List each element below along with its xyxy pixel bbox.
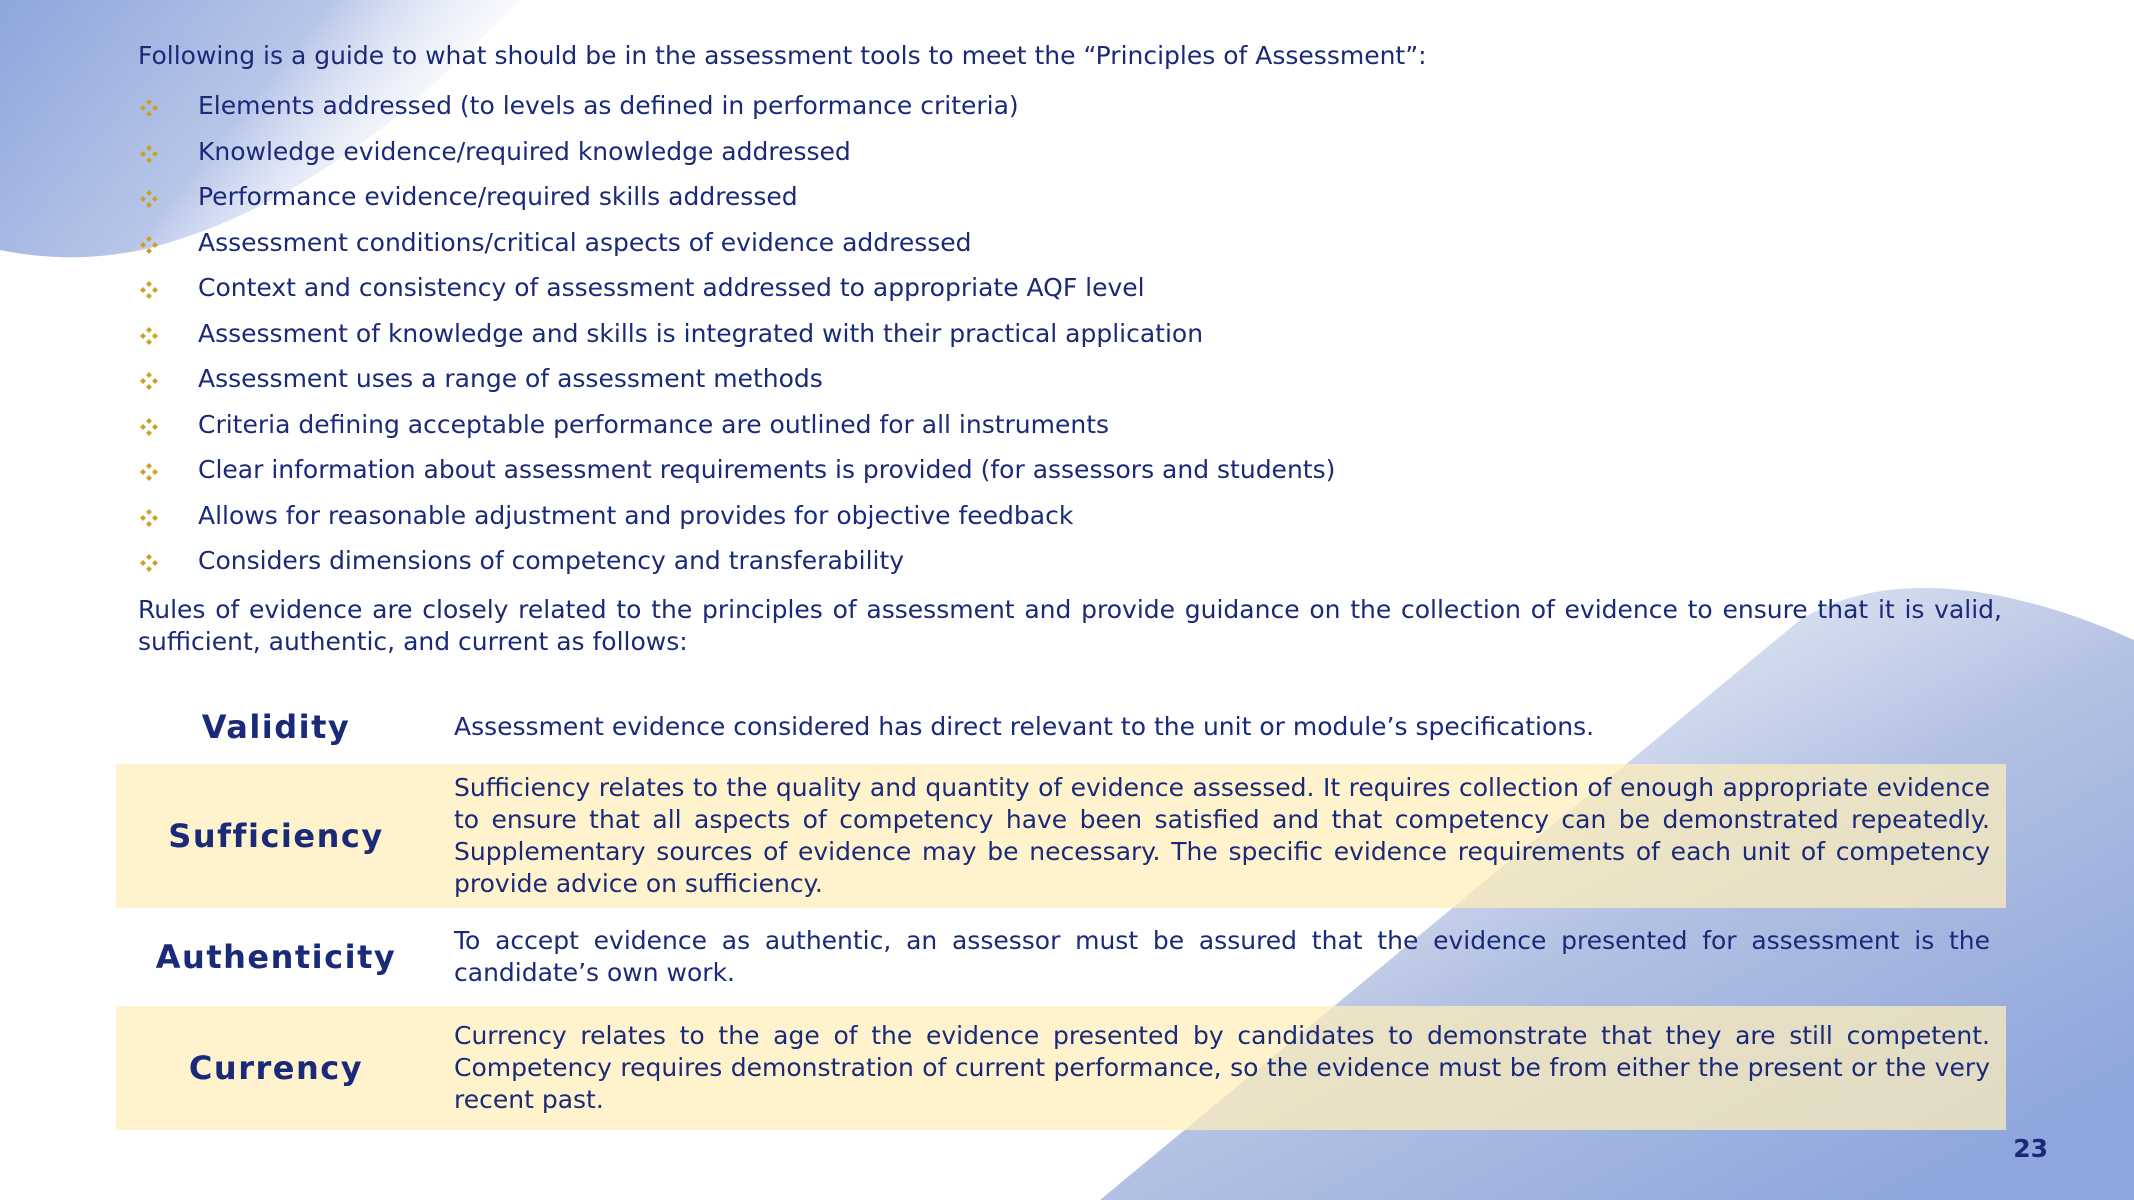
list-item-text: Knowledge evidence/required knowledge addressed — [198, 136, 851, 166]
list-item-text: Elements addressed (to levels as defined in performance criteria) — [198, 91, 1019, 120]
four-diamond-icon — [140, 372, 158, 390]
rule-term: Sufficiency — [168, 817, 384, 855]
list-item — [138, 316, 2008, 362]
list-item-text: Assessment of knowledge and skills is integrated with their practical application — [198, 318, 1204, 348]
list-item-text: Performance evidence/required skills addressed — [198, 182, 798, 211]
list-item — [138, 407, 2008, 453]
list-item — [138, 361, 2008, 407]
list-item — [138, 134, 2008, 180]
four-diamond-icon — [140, 554, 158, 572]
rule-row-authenticity — [116, 908, 2006, 1006]
list-item — [138, 452, 2008, 498]
list-item-text: Clear information about assessment requirements is provided (for assessors and students) — [198, 455, 1336, 484]
list-item-text: Criteria defining acceptable performance are outlined for all instruments — [198, 409, 1110, 439]
rule-row-sufficiency — [116, 764, 2006, 908]
rule-description: To accept evidence as authentic, an assessor must be assured that the evidence presented for assessment is the candidate’s own work. — [454, 926, 1990, 987]
rule-term: Currency — [188, 1049, 364, 1087]
page-number: 23 — [2013, 1134, 2048, 1163]
rule-term: Authenticity — [155, 938, 397, 976]
four-diamond-icon — [140, 236, 158, 254]
four-diamond-icon — [140, 145, 158, 163]
list-item — [138, 498, 2008, 544]
four-diamond-icon — [140, 327, 158, 345]
rule-row-currency — [116, 1006, 2006, 1130]
list-item-text: Allows for reasonable adjustment and provides for objective feedback — [198, 500, 1074, 530]
rules-of-evidence-table — [116, 690, 2006, 1130]
four-diamond-icon — [140, 281, 158, 299]
rule-description: Assessment evidence considered has direct relevant to the unit or module’s specifications. — [454, 712, 1595, 741]
list-item-text: Context and consistency of assessment addressed to appropriate AQF level — [198, 273, 1145, 302]
rule-term: Validity — [201, 708, 351, 746]
list-item — [138, 179, 2008, 225]
list-item-text: Assessment conditions/critical aspects of evidence addressed — [198, 227, 972, 257]
four-diamond-icon — [140, 99, 158, 117]
rules-intro-text: Rules of evidence are closely related to the principles of assessment and provide guidance on the collection of evidence to ensure that it is valid, sufficient, authentic, and current as follows: — [138, 595, 2002, 656]
rule-description: Currency relates to the age of the evidence presented by candidates to demonstrate that they are still competent. Competency requires demonstration of current performance, so the evidence must be from either the present or the very recent past. — [454, 1021, 1990, 1114]
four-diamond-icon — [140, 509, 158, 527]
four-diamond-icon — [140, 463, 158, 481]
list-item — [138, 88, 2008, 134]
list-item — [138, 225, 2008, 271]
four-diamond-icon — [140, 190, 158, 208]
four-diamond-icon — [140, 418, 158, 436]
principles-list — [138, 88, 2008, 589]
intro-text: Following is a guide to what should be in the assessment tools to meet the “Principles of Assessment”: — [138, 41, 1427, 70]
list-item — [138, 270, 2008, 316]
list-item — [138, 543, 2008, 589]
rule-description: Sufficiency relates to the quality and quantity of evidence assessed. It requires collection of enough appropriate evidence to ensure that all aspects of competency have been satisfied and that competency can be demonstrated repeatedly. Supplementary sources of evidence may be necessary. The specific evidence requirements of each unit of competency provide advice on sufficiency. — [454, 773, 1990, 898]
list-item-text: Assessment uses a range of assessment methods — [198, 364, 823, 393]
list-item-text: Considers dimensions of competency and transferability — [198, 546, 905, 575]
rule-row-validity — [116, 690, 2006, 764]
